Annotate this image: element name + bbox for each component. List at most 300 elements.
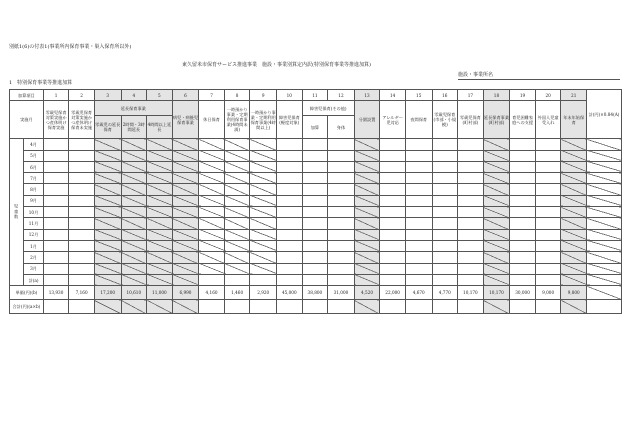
grid-cell: [121, 139, 147, 150]
grid-cell: [43, 229, 69, 240]
grid-cell: [302, 139, 328, 150]
grid-cell: [224, 161, 250, 172]
grid-cell: [94, 240, 121, 251]
grid-cell: [380, 240, 406, 251]
unit-price-cell: 10,170: [483, 286, 510, 300]
grid-cell: [121, 218, 147, 229]
grid-cell: [432, 173, 458, 184]
grid-cell: [510, 252, 536, 263]
grid-cell: [121, 184, 147, 195]
unit-price-cell: 45,000: [277, 286, 303, 300]
grid-cell: [328, 161, 355, 172]
col-number: 5: [147, 90, 173, 101]
grid-cell: [432, 184, 458, 195]
grid-cell: [224, 184, 250, 195]
grid-cell: [199, 150, 225, 161]
grid-cell: [224, 207, 250, 218]
total-cell: [587, 263, 622, 274]
grid-cell: [224, 195, 250, 206]
grid-cell: [535, 240, 561, 251]
sum-cell: [510, 274, 536, 285]
grid-cell: [224, 263, 250, 274]
col-header: 夜間保育: [405, 101, 432, 139]
grid-cell: [277, 161, 303, 172]
grid-cell: [277, 173, 303, 184]
grid-cell: [405, 195, 432, 206]
grid-cell: [483, 252, 510, 263]
grid-cell: [458, 161, 484, 172]
total-cell: [587, 286, 622, 300]
total-row-cell: [458, 300, 484, 314]
col-header: 零歳児保育(町村部): [458, 101, 484, 139]
grid-cell: [535, 195, 561, 206]
grid-cell: [380, 229, 406, 240]
grid-cell: [121, 240, 147, 251]
grid-cell: [458, 263, 484, 274]
total-cell: [587, 218, 622, 229]
unit-price-cell: 9,800: [561, 286, 587, 300]
grid-cell: [354, 150, 380, 161]
grid-cell: [432, 139, 458, 150]
grid-cell: [432, 252, 458, 263]
grid-cell: [69, 263, 95, 274]
sum-cell: [380, 274, 406, 285]
grid-cell: [199, 263, 225, 274]
grid-cell: [121, 207, 147, 218]
unit-price-cell: 17,200: [94, 286, 121, 300]
grid-cell: [172, 229, 199, 240]
grid-cell: [354, 240, 380, 251]
grid-cell: [432, 218, 458, 229]
col-number: 18: [483, 90, 510, 101]
col-number: 12: [328, 90, 355, 101]
grid-table: [9, 89, 622, 314]
grid-cell: [458, 252, 484, 263]
grid-cell: [199, 207, 225, 218]
grid-cell: [277, 184, 303, 195]
grid-cell: [277, 252, 303, 263]
sum-cell: [561, 274, 587, 285]
col-header: 病児・病後児保育事業: [172, 101, 199, 139]
grid-cell: [43, 139, 69, 150]
total-row-cell: [69, 300, 95, 314]
grid-cell: [354, 252, 380, 263]
grid-cell: [458, 240, 484, 251]
month-label: 2月: [24, 252, 43, 263]
grid-cell: [277, 218, 303, 229]
grid-cell: [69, 173, 95, 184]
grid-cell: [250, 139, 277, 150]
grid-cell: [69, 218, 95, 229]
grid-cell: [510, 240, 536, 251]
grid-cell: [380, 195, 406, 206]
unit-price-cell: 11,000: [147, 286, 173, 300]
sum-cell: [199, 274, 225, 285]
total-row-cell: [43, 300, 69, 314]
total-cell: [587, 173, 622, 184]
grid-cell: [147, 150, 173, 161]
grid-cell: [277, 207, 303, 218]
col-number: 8: [224, 90, 250, 101]
grid-cell: [94, 173, 121, 184]
total-row-cell: [432, 300, 458, 314]
grid-cell: [354, 139, 380, 150]
unit-price-cell: 4,520: [354, 286, 380, 300]
grid-cell: [561, 263, 587, 274]
grid-cell: [147, 252, 173, 263]
grid-cell: [380, 252, 406, 263]
col-number: 15: [405, 90, 432, 101]
grid-cell: [405, 161, 432, 172]
grid-cell: [510, 161, 536, 172]
grid-cell: [250, 173, 277, 184]
grid-cell: [94, 218, 121, 229]
total-row-cell: [250, 300, 277, 314]
month-label: 4月: [24, 139, 43, 150]
grid-cell: [354, 195, 380, 206]
grid-cell: [43, 173, 69, 184]
sum-cell: [43, 274, 69, 285]
col-number: 9: [250, 90, 277, 101]
grid-cell: [277, 240, 303, 251]
grid-cell: [483, 195, 510, 206]
grid-cell: [483, 173, 510, 184]
sum-cell: [94, 274, 121, 285]
sum-cell: [147, 274, 173, 285]
grid-cell: [405, 229, 432, 240]
grid-cell: [147, 184, 173, 195]
grid-cell: [561, 195, 587, 206]
grid-cell: [561, 240, 587, 251]
col-header: 一時預かり事業・定期利用保育事業(4時間未満): [224, 101, 250, 139]
grid-cell: [147, 173, 173, 184]
grid-cell: [328, 195, 355, 206]
total-row-cell: [199, 300, 225, 314]
grid-cell: [172, 240, 199, 251]
grid-cell: [250, 195, 277, 206]
grid-cell: [69, 150, 95, 161]
col-header: 一時預かり事業・定期利用保育事業(4時間以上): [250, 101, 277, 139]
appendix-note: 別紙1(6)の付表1(事業所内保育事業・巣入保育所以外): [9, 44, 132, 50]
grid-cell: [121, 195, 147, 206]
grid-cell: [147, 139, 173, 150]
section-title: 1 特別保育事業等推進加算: [9, 80, 73, 86]
grid-cell: [328, 150, 355, 161]
col-header: 障害児保育(軽度対象): [277, 101, 303, 139]
grid-cell: [43, 150, 69, 161]
col-number: 3: [94, 90, 121, 101]
col-header: 身体: [328, 116, 355, 139]
grid-cell: [405, 240, 432, 251]
grid-cell: [405, 218, 432, 229]
month-label: 12月: [24, 229, 43, 240]
total-cell: [587, 240, 622, 251]
sum-cell: [69, 274, 95, 285]
col-header: 零歳児保育対策実施かつ産休明け保育実施: [43, 101, 69, 139]
grid-cell: [483, 263, 510, 274]
corner-blank: 実施月: [10, 101, 44, 139]
grid-cell: [43, 252, 69, 263]
grid-cell: [302, 173, 328, 184]
grid-cell: [121, 161, 147, 172]
grid-cell: [147, 240, 173, 251]
grid-cell: [302, 240, 328, 251]
col-number: 7: [199, 90, 225, 101]
col-number: 6: [172, 90, 199, 101]
grid-cell: [302, 184, 328, 195]
unit-price-cell: 1,460: [224, 286, 250, 300]
grid-cell: [483, 218, 510, 229]
grid-cell: [561, 218, 587, 229]
total-cell: [587, 184, 622, 195]
grid-cell: [250, 207, 277, 218]
grid-cell: [121, 229, 147, 240]
grid-cell: [147, 161, 173, 172]
col-header: 零歳児の延長保育: [94, 116, 121, 139]
col-number: 19: [510, 90, 536, 101]
grid-cell: [147, 207, 173, 218]
grid-cell: [302, 218, 328, 229]
grid-cell: [43, 240, 69, 251]
grid-cell: [199, 195, 225, 206]
grid-cell: [94, 229, 121, 240]
grid-cell: [535, 139, 561, 150]
group-header: 延長保育事業: [94, 101, 172, 116]
col-number: 14: [380, 90, 406, 101]
unit-price-cell: 30,000: [510, 286, 536, 300]
total-row-cell: [510, 300, 536, 314]
col-header: 零歳児保育(市部・小規模): [432, 101, 458, 139]
grid-cell: [380, 139, 406, 150]
grid-cell: [172, 195, 199, 206]
grid-cell: [277, 229, 303, 240]
grid-cell: [69, 229, 95, 240]
col-header: 4時間以上延長: [147, 116, 173, 139]
grid-cell: [535, 229, 561, 240]
col-number: 17: [458, 90, 484, 101]
grid-cell: [172, 184, 199, 195]
grid-cell: [380, 150, 406, 161]
grid-cell: [354, 229, 380, 240]
grid-cell: [277, 150, 303, 161]
grid-cell: [172, 218, 199, 229]
grid-cell: [94, 161, 121, 172]
month-label: 9月: [24, 195, 43, 206]
grid-cell: [94, 150, 121, 161]
grid-cell: [172, 252, 199, 263]
grid-cell: [121, 252, 147, 263]
facility-name-line: [458, 79, 620, 80]
grid-cell: [354, 263, 380, 274]
sum-cell: [328, 274, 355, 285]
grid-cell: [561, 173, 587, 184]
side-label: 児童数: [10, 139, 24, 286]
grid-cell: [94, 184, 121, 195]
month-label: 7月: [24, 173, 43, 184]
col-header: アレルギー児対応: [380, 101, 406, 139]
grid-cell: [458, 195, 484, 206]
grid-cell: [302, 229, 328, 240]
col-header: 分園設置: [354, 101, 380, 139]
sum-cell: [121, 274, 147, 285]
grid-cell: [561, 184, 587, 195]
sum-cell: [302, 274, 328, 285]
grid-cell: [328, 229, 355, 240]
col-header: 加算: [302, 116, 328, 139]
grid-cell: [69, 207, 95, 218]
unit-price-cell: 4,770: [432, 286, 458, 300]
col-header: 休日保育: [199, 101, 225, 139]
total-row-cell: [277, 300, 303, 314]
grid-cell: [405, 207, 432, 218]
grid-cell: [510, 184, 536, 195]
grid-cell: [405, 252, 432, 263]
unit-price-cell: 4,670: [405, 286, 432, 300]
grid-cell: [380, 173, 406, 184]
month-label: 6月: [24, 161, 43, 172]
grid-cell: [380, 263, 406, 274]
total-row-cell: [483, 300, 510, 314]
grid-cell: [199, 139, 225, 150]
grid-cell: [535, 150, 561, 161]
month-label: 8月: [24, 184, 43, 195]
grid-cell: [354, 218, 380, 229]
col-header: 2時間・3時間延長: [121, 116, 147, 139]
grid-cell: [354, 207, 380, 218]
grid-cell: [43, 218, 69, 229]
total-row-cell: [535, 300, 561, 314]
col-header: 外国人児童受入れ: [535, 101, 561, 139]
grid-cell: [483, 240, 510, 251]
total-cell: [587, 207, 622, 218]
grid-cell: [458, 218, 484, 229]
total-cell: [587, 139, 622, 150]
unit-price-cell: 13,930: [43, 286, 69, 300]
grid-cell: [405, 184, 432, 195]
grid-cell: [302, 195, 328, 206]
unit-price-label: 単価(円)(b): [10, 286, 44, 300]
sum-cell: [432, 274, 458, 285]
grid-cell: [69, 184, 95, 195]
total-row-cell: [561, 300, 587, 314]
grid-cell: [405, 173, 432, 184]
grid-cell: [432, 150, 458, 161]
col-header: 延長保育事業(町村部): [483, 101, 510, 139]
grid-cell: [405, 139, 432, 150]
grid-cell: [69, 195, 95, 206]
sum-cell: [458, 274, 484, 285]
total-cell: [587, 161, 622, 172]
grid-cell: [43, 263, 69, 274]
total-cell: [587, 195, 622, 206]
grid-cell: [483, 229, 510, 240]
grid-cell: [458, 139, 484, 150]
grid-cell: [535, 263, 561, 274]
grid-cell: [94, 195, 121, 206]
grid-cell: [510, 229, 536, 240]
grid-cell: [328, 240, 355, 251]
grid-cell: [561, 161, 587, 172]
col-number: 11: [302, 90, 328, 101]
group-header: 障害児保育(その他): [302, 101, 354, 116]
grid-cell: [432, 207, 458, 218]
total-row-cell: [121, 300, 147, 314]
sum-cell: [483, 274, 510, 285]
grid-cell: [354, 161, 380, 172]
grid-cell: [224, 139, 250, 150]
grid-cell: [224, 240, 250, 251]
grid-cell: [510, 263, 536, 274]
grid-cell: [483, 184, 510, 195]
grid-cell: [199, 161, 225, 172]
total-cell: [587, 229, 622, 240]
col-number: 20: [535, 90, 561, 101]
grid-cell: [458, 150, 484, 161]
grid-cell: [380, 184, 406, 195]
col-number: 10: [277, 90, 303, 101]
grid-cell: [510, 173, 536, 184]
grid-cell: [405, 150, 432, 161]
grid-cell: [535, 252, 561, 263]
col-header: 育児困難家庭への支援: [510, 101, 536, 139]
grid-cell: [354, 173, 380, 184]
total-row-label: 合計(円)(a×b): [10, 300, 44, 314]
sum-cell: [250, 274, 277, 285]
grid-cell: [94, 263, 121, 274]
grid-cell: [172, 161, 199, 172]
unit-price-cell: 10,170: [458, 286, 484, 300]
col-number: 2: [69, 90, 95, 101]
total-row-cell: [405, 300, 432, 314]
grid-cell: [250, 161, 277, 172]
total-cell: [587, 252, 622, 263]
grid-cell: [483, 161, 510, 172]
unit-price-cell: 6,990: [172, 286, 199, 300]
corner-header: 加算項目: [10, 90, 44, 101]
grid-cell: [535, 207, 561, 218]
grid-cell: [328, 207, 355, 218]
grid-cell: [380, 218, 406, 229]
grid-cell: [328, 139, 355, 150]
facility-name-label: 施設・事業所名: [458, 72, 494, 78]
total-row-cell: [328, 300, 355, 314]
month-label: 11月: [24, 218, 43, 229]
grid-cell: [250, 252, 277, 263]
total-row-cell: [172, 300, 199, 314]
col-number: 4: [121, 90, 147, 101]
grid-cell: [277, 195, 303, 206]
grid-cell: [302, 161, 328, 172]
grid-cell: [483, 207, 510, 218]
grid-cell: [199, 240, 225, 251]
grid-cell: [302, 150, 328, 161]
grid-cell: [147, 263, 173, 274]
grid-cell: [535, 173, 561, 184]
grid-cell: [535, 161, 561, 172]
grid-cell: [43, 184, 69, 195]
grid-cell: [510, 195, 536, 206]
grid-cell: [432, 195, 458, 206]
grand-total-cell: [587, 300, 622, 314]
unit-price-cell: 9,000: [535, 286, 561, 300]
grid-cell: [250, 263, 277, 274]
grid-cell: [199, 218, 225, 229]
grid-cell: [69, 240, 95, 251]
grid-cell: [432, 240, 458, 251]
grid-cell: [172, 173, 199, 184]
col-number: 1: [43, 90, 69, 101]
grid-cell: [147, 218, 173, 229]
